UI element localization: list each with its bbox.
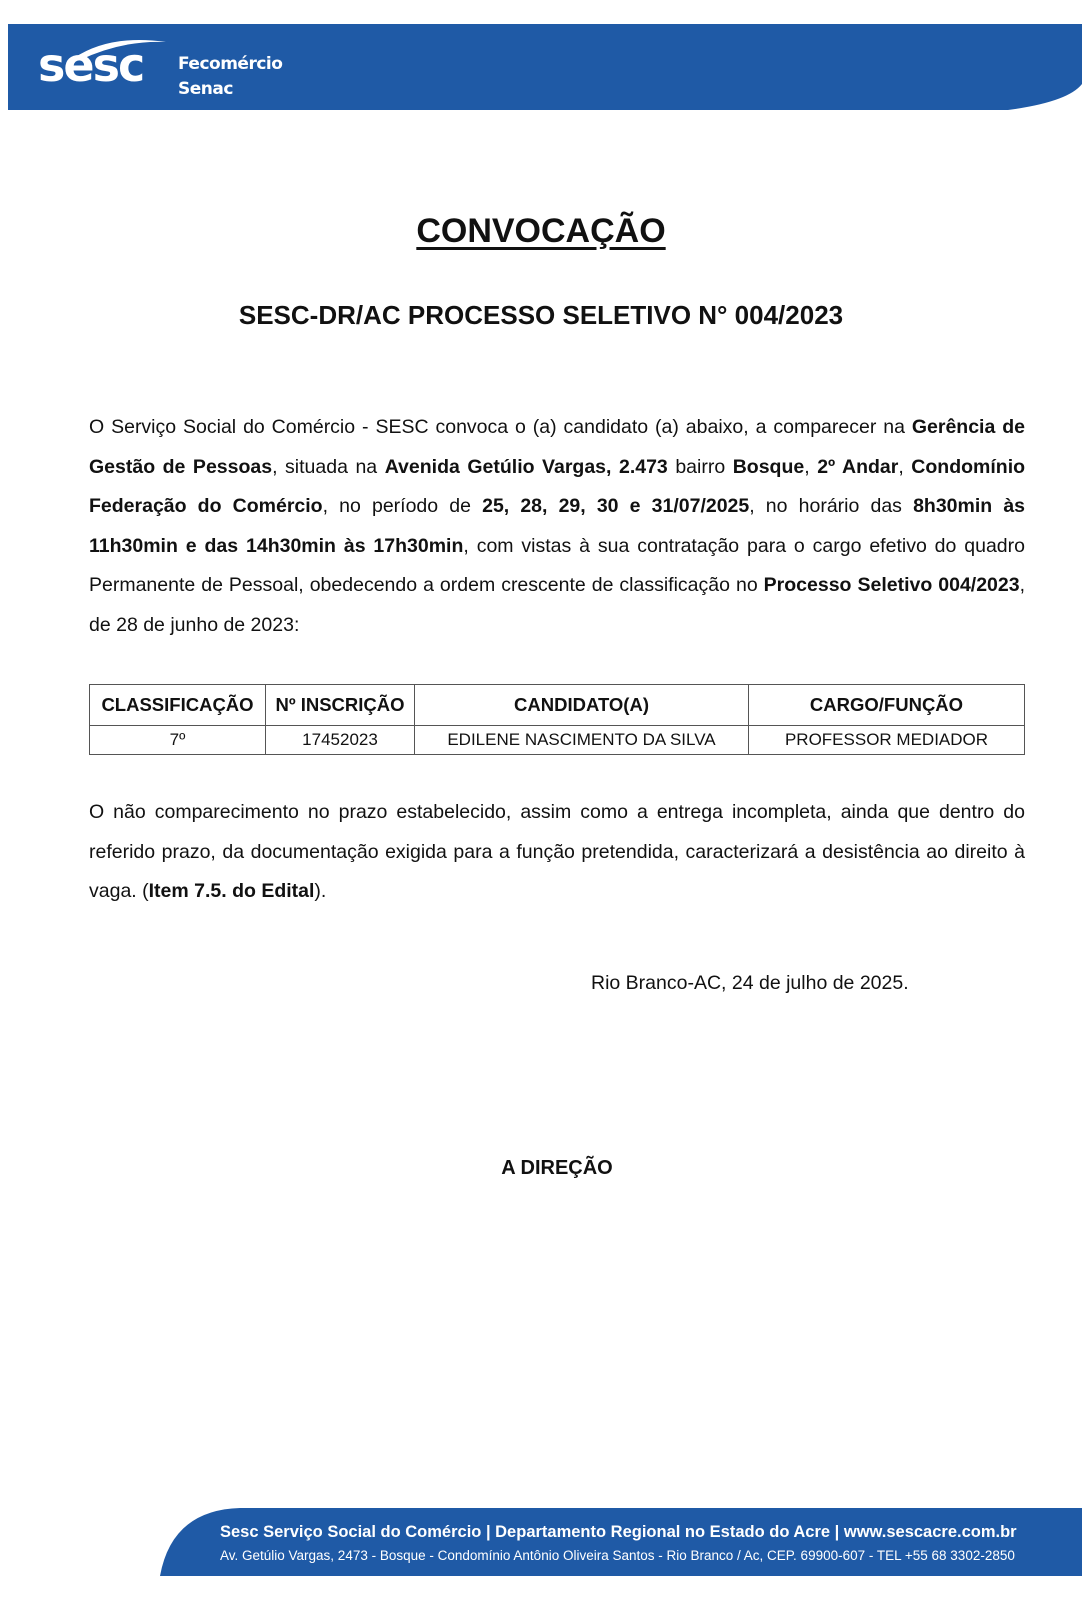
text-segment: , no horário das [749,495,914,518]
cell-candidato: EDILENE NASCIMENTO DA SILVA [415,726,749,755]
outro-paragraph [89,793,1025,912]
text-segment: Avenida Getúlio Vargas, 2.473 [384,455,668,478]
text-segment: 8h30min às 11h30min e das 14h30min às 17h30min [89,495,1026,557]
page-subtitle: SESC-DR/AC PROCESSO SELETIVO N° 004/2023 [238,300,844,330]
text-segment: Bosque [732,455,805,478]
table-header-row [90,685,1025,726]
header-band [8,24,1082,110]
cell-cargo: PROFESSOR MEDIADOR [749,726,1025,755]
signature: A DIREÇÃO [501,1157,613,1179]
logo-senac: Senac [178,79,233,99]
text-segment: ). [314,880,327,903]
text-segment: O Serviço Social do Comércio - SESC convoca o (a) candidato (a) abaixo, a comparecer na [89,416,912,438]
text-segment: 25, 28, 29, 30 e 31/07/2025 [482,495,750,518]
table-row [90,726,1025,755]
header-inscricao: Nº INSCRIÇÃO [266,685,415,726]
candidates-table [89,684,1025,755]
logo-fecomercio: Fecomércio [178,54,283,74]
text-segment: Processo Seletivo 004/2023 [763,574,1020,597]
header-candidato: CANDIDATO(A) [415,685,749,726]
sesc-logo: sesc [38,38,144,92]
text-segment: , situada na [272,455,385,478]
text-segment: Gerência de Gestão de Pessoas [89,416,1026,478]
footer-address-line: Av. Getúlio Vargas, 2473 - Bosque - Condomínio Antônio Oliveira Santos - Rio Branco / Ac, CEP. 69900-607 - TEL +55 68 3302-2850 [220,1548,1015,1563]
text-segment: , no período de [322,495,483,518]
footer-contact-line: Sesc Serviço Social do Comércio | Departamento Regional no Estado do Acre | www.sescacre.com.br [220,1523,1017,1541]
text-segment: , de 28 de junho de 2023: [89,574,1026,636]
cell-inscricao: 17452023 [266,726,415,755]
text-segment: Item 7.5. do Edital [148,880,315,903]
text-segment: bairro [667,455,733,478]
header-cargo: CARGO/FUNÇÃO [749,685,1025,726]
cell-classificacao: 7º [90,726,266,755]
page-title: CONVOCAÇÃO [416,212,666,250]
place-date: Rio Branco-AC, 24 de julho de 2025. [591,972,909,994]
text-segment: , [898,455,912,478]
header-classificacao: CLASSIFICAÇÃO [90,685,266,726]
text-segment: 2º Andar [817,455,899,478]
intro-paragraph [89,408,1025,646]
text-segment: Condomínio Federação do Comércio [89,455,1026,518]
footer-background [0,1508,1082,1576]
text-segment: O não comparecimento no prazo estabelecido, assim como a entrega incompleta, ainda que dentro do referido prazo, da documentação exigida para a função pretendida, caracterizará a desistência ao direito à vaga. ( [89,801,1025,903]
text-segment: , com vistas à sua contratação para o cargo efetivo do quadro Permanente de Pessoal, obedecendo a ordem crescente de classificação no [89,534,1025,597]
text-segment: , [804,455,818,478]
